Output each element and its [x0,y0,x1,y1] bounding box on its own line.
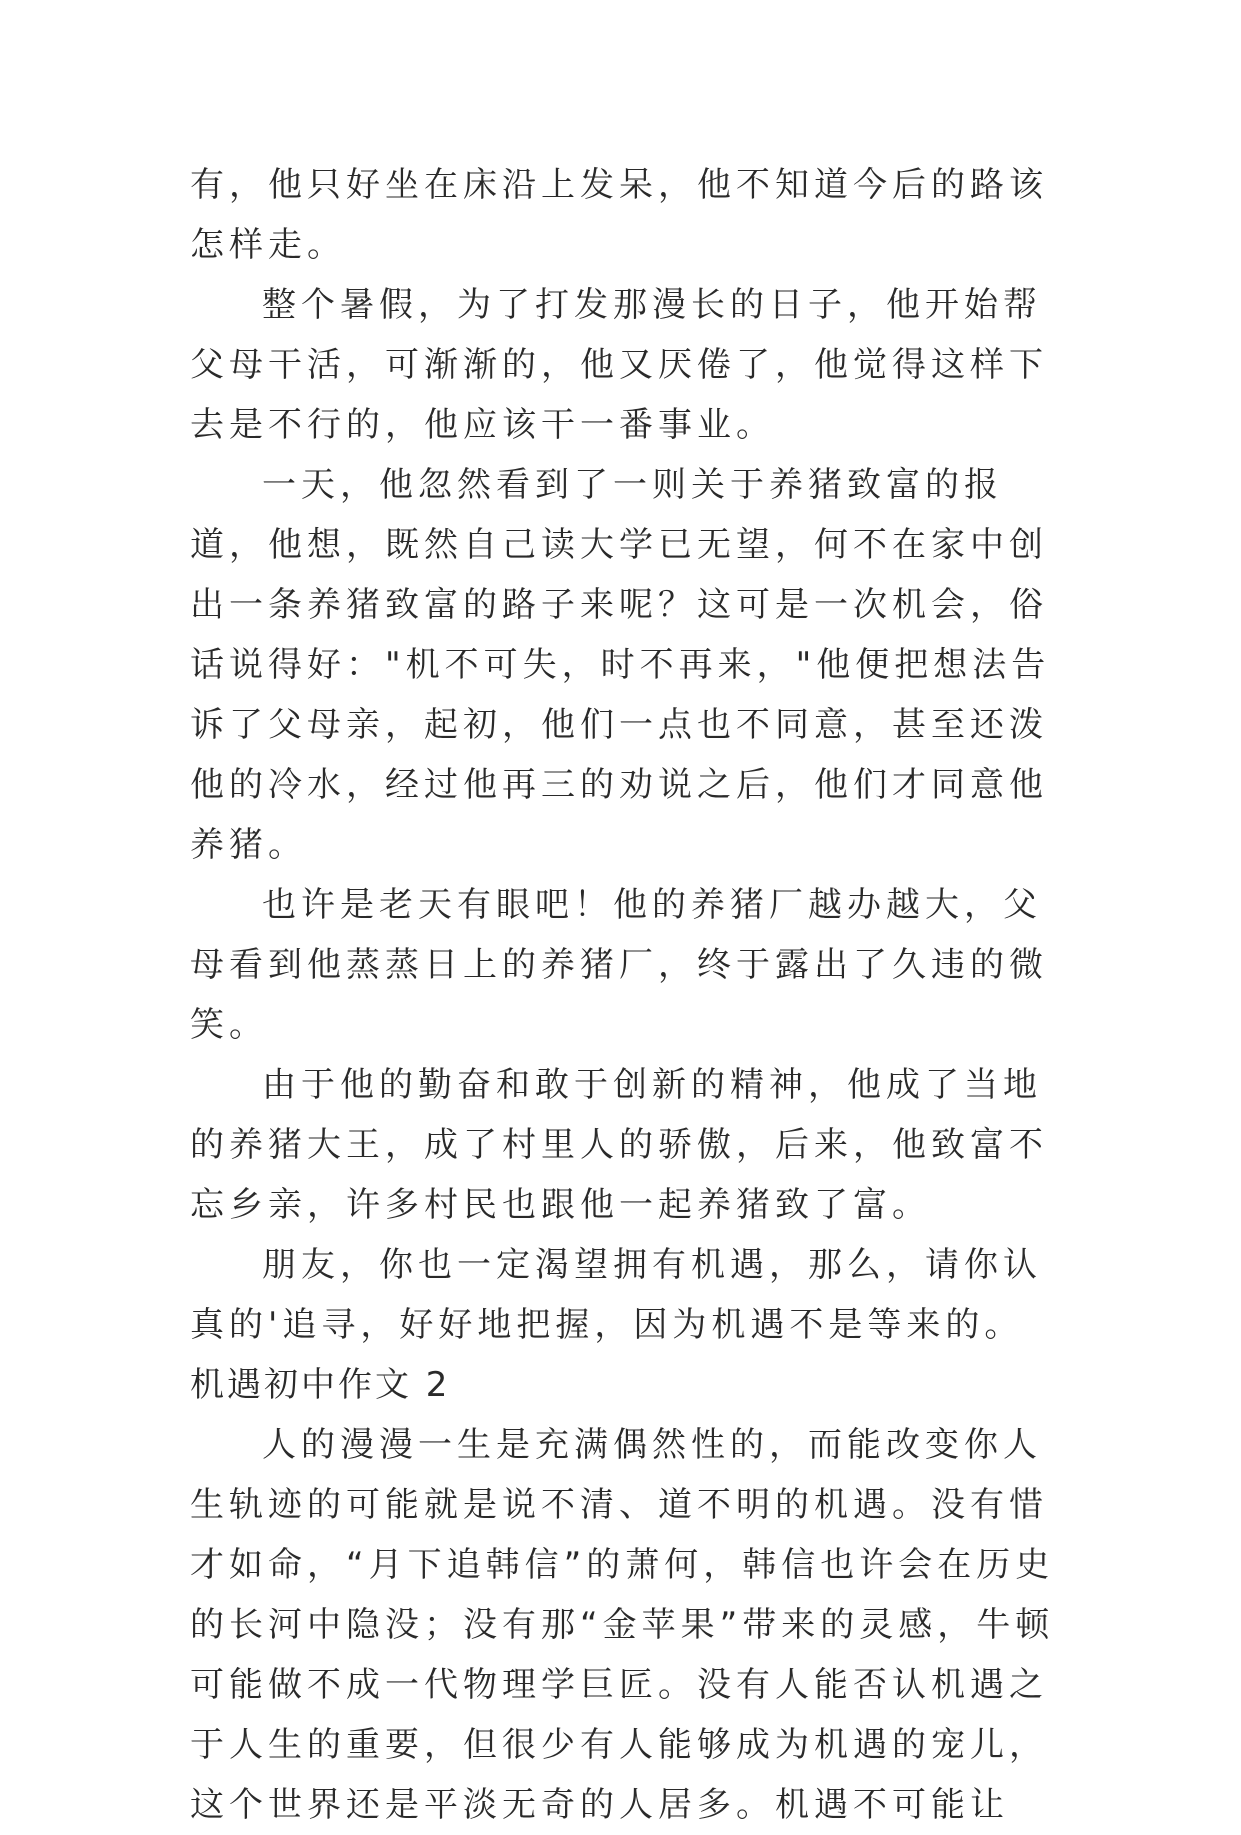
paragraph-6: 朋友，你也一定渴望拥有机遇，那么，请你认真的'追寻，好好地把握，因为机遇不是等来的。 [190,1245,1042,1345]
document-body [190,155,1060,1835]
paragraph-5: 由于他的勤奋和敢于创新的精神，他成了当地的养猪大王，成了村里人的骄傲，后来，他致富不忘乡亲，许多村民也跟他一起养猪致了富。 [190,1065,1048,1225]
paragraph-1: 有，他只好坐在床沿上发呆，他不知道今后的路该怎样走。 [190,165,1048,265]
section-heading: 机遇初中作文 2 [190,1365,451,1405]
paragraph-3: 一天，他忽然看到了一则关于养猪致富的报道，他想，既然自己读大学已无望，何不在家中创出一条养猪致富的路子来呢？这可是一次机会，俗话说得好："机不可失，时不再来，"他便把想法告诉了父母亲，起初，他们一点也不同意，甚至还泼他的冷水，经过他再三的劝说之后，他们才同意他养猪。 [190,465,1051,865]
paragraph-4: 也许是老天有眼吧！他的养猪厂越办越大，父母看到他蒸蒸日上的养猪厂，终于露出了久违的微笑。 [190,885,1048,1045]
paragraph-7: 人的漫漫一生是充满偶然性的，而能改变你人生轨迹的可能就是说不清、道不明的机遇。没有惜才如命，“月下追韩信”的萧何，韩信也许会在历史的长河中隐没；没有那“金苹果”带来的灵感，牛顿可能做不成一代物理学巨匠。没有人能否认机遇之于人生的重要，但很少有人能够成为机遇的宠儿，这个世界还是平淡无奇的人居多。机遇不可能让 [190,1425,1055,1825]
paragraph-2: 整个暑假，为了打发那漫长的日子，他开始帮父母干活，可渐渐的，他又厌倦了，他觉得这样下去是不行的，他应该干一番事业。 [190,285,1048,445]
